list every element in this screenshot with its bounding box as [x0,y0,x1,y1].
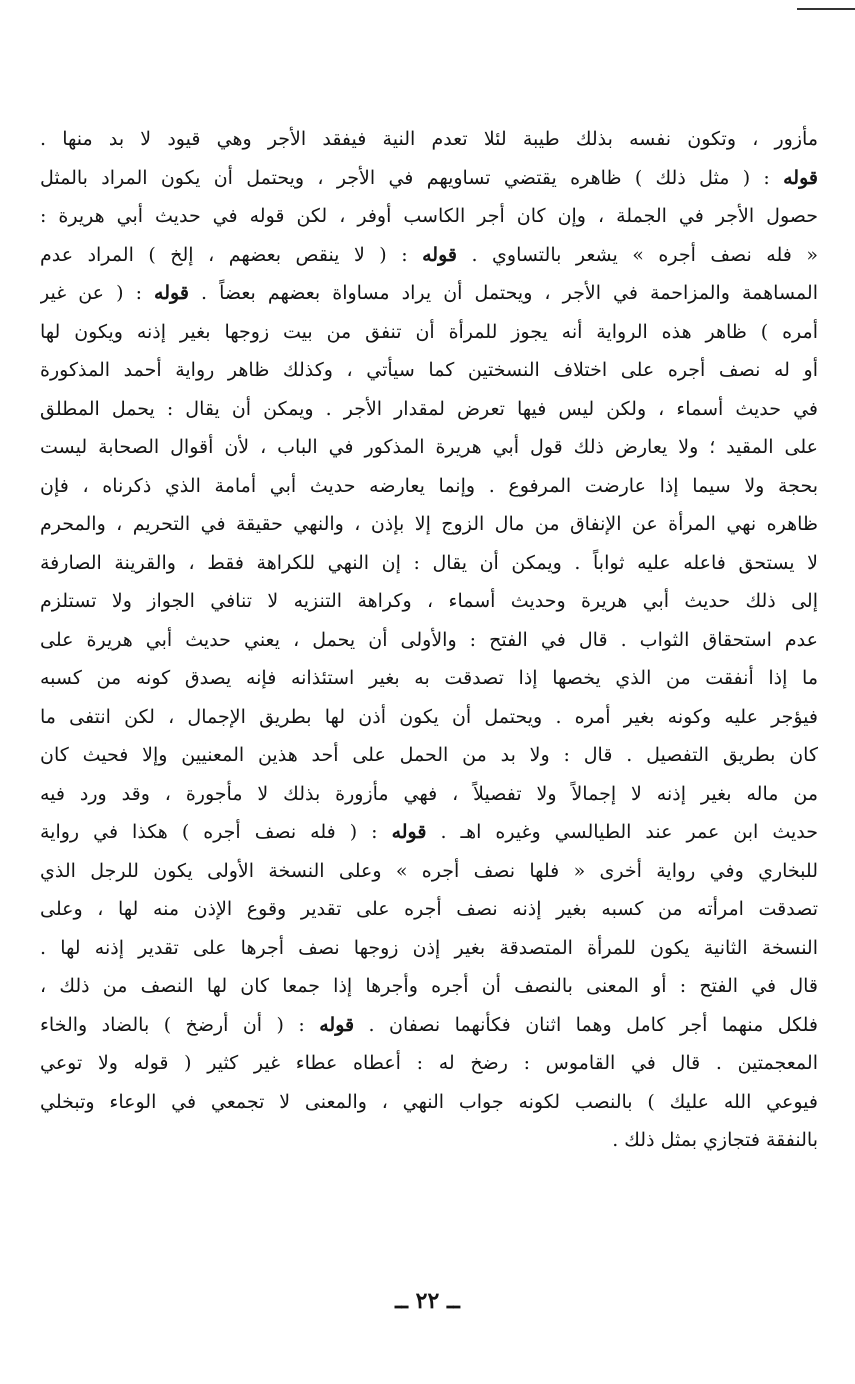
line-text-continued: : ( مثل ذلك ) ظاهره يقتضي تساويهم في الأجر ، ويحتمل أن يكون المراد بالمثل [40,166,784,189]
line-text: إلى ذلك حديث أبي هريرة وحديث أسماء ، وكراهة التنزيه لا تنافي الجواز ولا تستلزم [40,590,818,612]
line-text: فيؤجر عليه وكونه بغير أمره . ويحتمل أن يكون أذن لها بطريق الإجمال ، لكن انتفى ما [40,705,818,728]
line-text: حصول الأجر في الجملة ، وإن كان أجر الكاسب أوفر ، لكن قوله في حديث أبي هريرة : [40,205,818,227]
line-text-continued: : ( أن أرضخ ) بالضاد والخاء [40,1013,320,1036]
text-line [40,1006,818,1045]
keyword-qawluhu: قوله [422,243,457,266]
text-line [40,159,818,198]
line-text: بحجة ولا سيما إذا عارضت المرفوع . وإنما يعارضه حديث أبي أمامة الذي ذكرناه ، فإن [40,474,818,497]
text-line [40,659,818,698]
text-line [40,1044,818,1083]
line-text: تصدقت امرأته من كسبه بغير إذنه نصف أجره على تقدير وقوع الإذن منه لها ، وعلى [40,898,818,920]
line-text: كان بطريق التفصيل . قال : ولا بد من الحمل على أحد هذين المعنيين وإلا فحيث كان [40,744,818,766]
text-line [40,467,818,506]
text-line [40,698,818,737]
text-line [40,1121,818,1160]
text-line [40,505,818,544]
line-text: المعجمتين . قال في القاموس : رضخ له : أعطاه عطاء غير كثير ( قوله ولا توعي [40,1052,818,1074]
line-text: لا يستحق فاعله عليه ثواباً . ويمكن أن يقال : إن النهي للكراهة فقط ، والقرينة الصارفة [40,551,818,574]
text-line [40,736,818,775]
page-number: ــ ٢٢ ــ [395,1288,460,1314]
line-text: فلكل منهما أجر كامل وهما اثنان فكأنهما نصفان . [354,1013,818,1036]
line-text: على المقيد ؛ ولا يعارض ذلك قول أبي هريرة المذكور في الباب ، لأن أقوال الصحابة ليست [40,436,818,458]
text-line [40,621,818,660]
line-text: عدم استحقاق الثواب . قال في الفتح : والأولى أن يحمل ، يعني حديث أبي هريرة على [40,628,818,651]
keyword-qawluhu: قوله [391,821,427,843]
text-line [40,351,818,390]
line-text-continued: : ( عن غير [40,282,155,304]
line-text: في حديث أسماء ، ولكن ليس فيها تعرض لمقدار الأجر . ويمكن أن يقال : يحمل المطلق [40,397,818,420]
line-text: ظاهره نهي المرأة عن الإنفاق من مال الزوج إلا بإذن ، والنهي حقيقة في التحريم ، والمحرم [40,513,818,535]
text-line [40,775,818,814]
text-line [40,852,818,891]
text-line [40,120,818,159]
text-line [40,428,818,467]
line-text: قال في الفتح : أو المعنى بالنصف أن أجره وأجرها إذا جمعا كان لها النصف من ذلك ، [40,975,818,997]
line-text: من ماله بغير إذنه لا إجمالاً ولا تفصيلاً ، فهي مأزورة بذلك لا مأجورة ، وقد ورد فيه [40,782,818,805]
line-text: أو له نصف أجره على اختلاف النسختين كما سيأتي ، وكذلك ظاهر رواية أحمد المذكورة [40,359,818,381]
line-text: ما إذا أنفقت من الذي يخصها إذا تصدقت به بغير استئذانه فإنه يصدق كونه من كسبه [40,667,818,689]
body-text [40,120,818,1160]
line-text: فيوعي الله عليك ) بالنصب لكونه جواب النهي ، والمعنى لا تجمعي في الوعاء وتبخلي [40,1090,818,1113]
line-text: النسخة الثانية يكون للمرأة المتصدقة بغير إذن زوجها نصف أجرها على تقدير إذنه لها . [40,936,818,959]
text-line [40,197,818,236]
line-text: « فله نصف أجره » يشعر بالتساوي . [456,243,818,266]
line-text-continued: : ( لا ينقص بعضهم ، إلخ ) المراد عدم [40,243,423,266]
text-line [40,236,818,275]
keyword-qawluhu: قوله [154,282,189,304]
line-text: المساهمة والمزاحمة في الأجر ، ويحتمل أن يراد مساواة بعضهم بعضاً . [188,282,818,304]
text-line [40,929,818,968]
text-line [40,890,818,929]
text-line [40,1083,818,1122]
text-line [40,544,818,583]
text-line [40,967,818,1006]
text-line [40,582,818,621]
line-text: أمره ) ظاهر هذه الرواية أنه يجوز للمرأة أن تنفق من بيت زوجها بغير إذنه ويكون لها [40,320,818,343]
keyword-qawluhu: قوله [783,166,818,189]
text-line [40,274,818,313]
line-text-continued: : ( فله نصف أجره ) هكذا في رواية [40,821,392,843]
line-text: حديث ابن عمر عند الطيالسي وغيره اهـ . [426,821,818,843]
text-line [40,313,818,352]
line-text: بالنفقة فتجازي بمثل ذلك . [612,1129,818,1151]
text-line [40,390,818,429]
line-text: مأزور ، وتكون نفسه بذلك طيبة لئلا تعدم النية فيفقد الأجر وهي قيود لا بد منها . [40,128,818,150]
line-text: للبخاري وفي رواية أخرى « فلها نصف أجره » وعلى النسخة الأولى يكون للرجل الذي [40,859,818,882]
keyword-qawluhu: قوله [319,1013,355,1036]
text-line [40,813,818,852]
corner-rule [797,8,855,10]
